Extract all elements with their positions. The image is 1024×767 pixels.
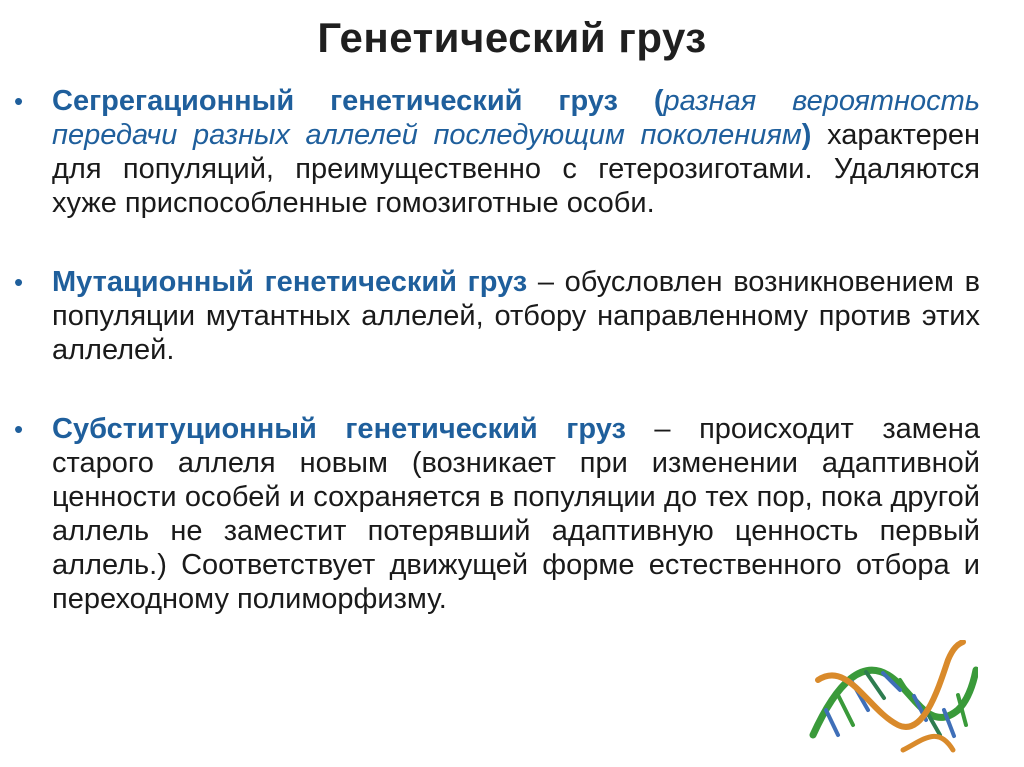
bullet-marker: • <box>14 414 24 444</box>
text-mutational: – обусловлен возникновением в популяции мутантных аллелей, отбору направленному против этих аллелей. <box>52 266 980 366</box>
bullet-marker: • <box>14 86 24 116</box>
term-substitutional: Субституционный генетический груз <box>52 413 626 445</box>
note-segregational: разная вероятность передачи разных аллелей последующим поколениям <box>52 85 980 151</box>
term-mutational: Мутационный генетический груз <box>52 266 528 298</box>
bullet-item-substitutional <box>14 412 980 616</box>
bullet-item-mutational <box>14 265 980 367</box>
dna-strand-orange-lower <box>903 736 953 750</box>
text-substitutional: – происходит замена старого аллеля новым (возникает при изменении адаптивной ценности особей и сохраняется в популяции до тех пор, пока другой аллель не заместит потерявший адаптивную ценность первый аллель.) Соответствует движущей форме естественного отбора и переходному полиморфизму. <box>52 413 981 615</box>
dna-double-helix-icon <box>808 640 978 760</box>
bullet-list <box>14 84 980 616</box>
bullet-item-segregational <box>14 84 980 220</box>
text-segregational: характерен для популяций, преимущественно с гетерозиготами. Удаляются хуже приспособленные гомозиготные особи. <box>52 119 980 219</box>
paren-close: ) <box>801 119 812 151</box>
slide-title: Генетический груз <box>317 14 707 61</box>
term-segregational: Сегрегационный генетический груз <box>52 85 618 117</box>
bullet-marker: • <box>14 267 24 297</box>
paren-open: ( <box>653 85 664 117</box>
